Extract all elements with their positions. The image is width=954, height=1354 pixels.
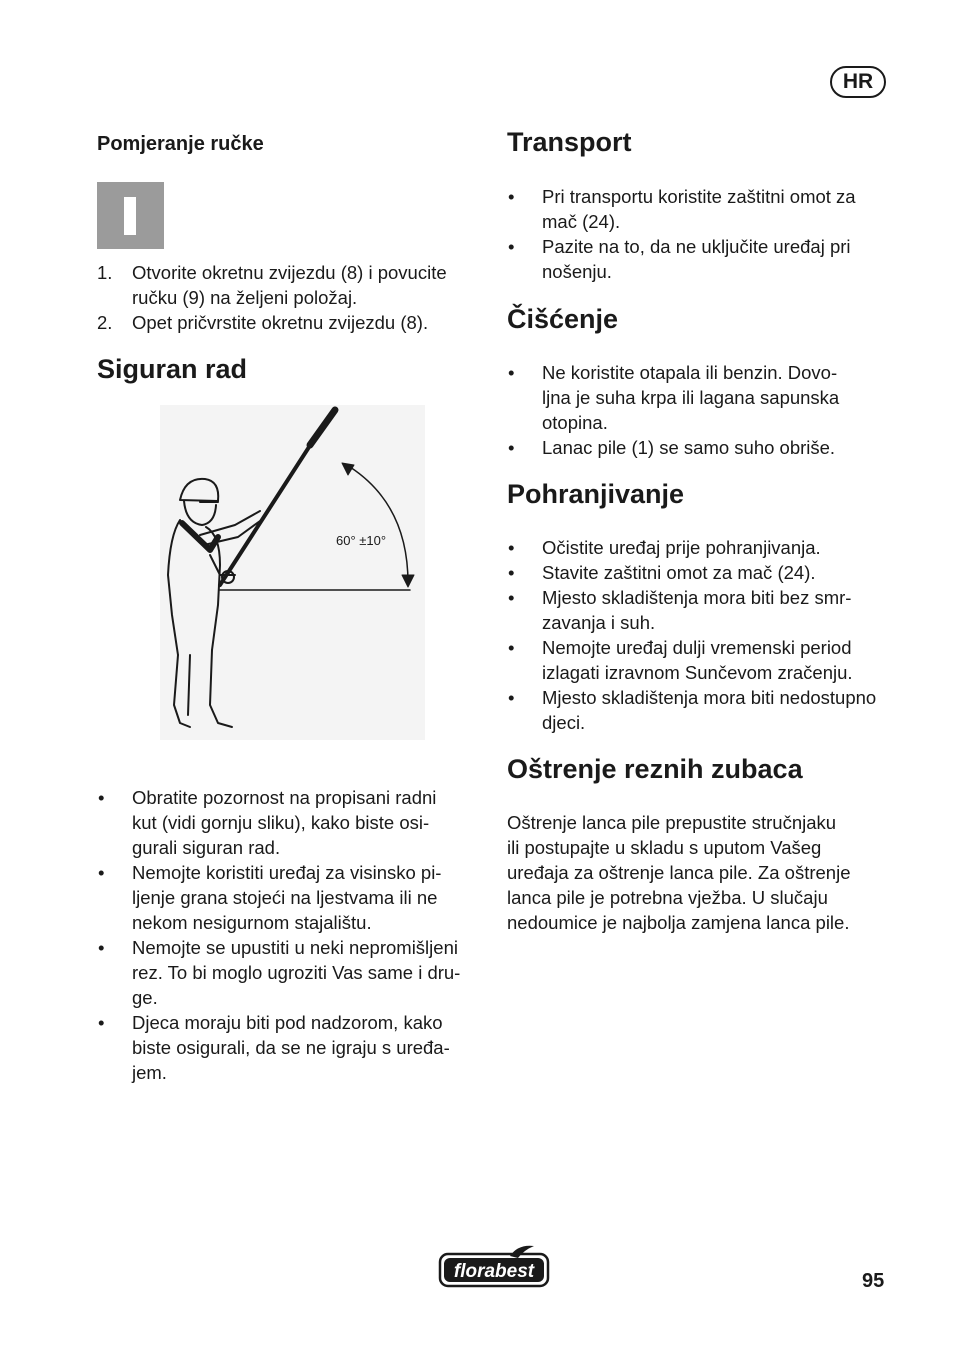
- text-line: ili postupajte u skladu s uputom Vašeg: [507, 837, 822, 858]
- section-title-transport: Transport: [507, 127, 632, 157]
- bullet-icon: •: [508, 537, 515, 558]
- list-item: [507, 234, 902, 284]
- list-item: [507, 585, 902, 635]
- text-line: Opet pričvrstite okretnu zvijezdu (8).: [132, 312, 429, 333]
- bullet-icon: •: [98, 937, 105, 958]
- step-marker-glyph: [124, 197, 136, 235]
- logo-text: florabest: [453, 1261, 535, 1282]
- section-title-sharpening: Oštrenje reznih zubaca: [507, 754, 803, 784]
- florabest-logo: [438, 1244, 550, 1288]
- storage-bullets: [507, 535, 902, 735]
- text-line: Pri transportu koristite zaštitni omot za: [542, 186, 856, 207]
- figure-background: [160, 405, 425, 740]
- text-line: ljna je suha krpa ili lagana sapunska: [542, 387, 840, 408]
- step-marker-box: [97, 182, 164, 249]
- text-line: Nemojte se upustiti u neki nepromišljeni: [132, 937, 458, 958]
- text-line: Pazite na to, da ne uključite uređaj pri: [542, 236, 851, 257]
- handle-steps-list: [97, 260, 492, 335]
- angle-label: 60° ±10°: [336, 533, 387, 548]
- section-title-storage: Pohranjivanje: [507, 479, 685, 509]
- text-line: Nemojte koristiti uređaj za visinsko pi-: [132, 862, 442, 883]
- list-item: [507, 435, 902, 460]
- text-line: nekom nesigurnom stajalištu.: [132, 912, 372, 933]
- text-line: jem.: [132, 1062, 167, 1083]
- text-line: otopina.: [542, 412, 608, 433]
- sharpening-paragraph: [507, 810, 902, 935]
- list-item: [97, 1010, 492, 1085]
- list-item: [507, 184, 902, 234]
- text-line: Mjesto skladištenja mora biti bez smr-: [542, 587, 852, 608]
- text-line: gurali siguran rad.: [132, 837, 281, 858]
- text-line: Otvorite okretnu zvijezdu (8) i povucite: [132, 262, 447, 283]
- text-line: rez. To bi moglo ugroziti Vas same i dru-: [132, 962, 461, 983]
- list-item: [97, 310, 492, 335]
- text-line: ljenje grana stojeći na ljestvama ili ne: [132, 887, 438, 908]
- section-title-handle-adjust: Pomjeranje ručke: [97, 133, 264, 155]
- text-line: biste osigurali, da se ne igraju s uređa-: [132, 1037, 450, 1058]
- text-line: izlagati izravnom Sunčevom zračenju.: [542, 662, 853, 683]
- section-title-cleaning: Čišćenje: [507, 304, 619, 334]
- text-line: Oštrenje lanca pile prepustite stručnjaku: [507, 812, 837, 833]
- step-number: 1.: [97, 262, 113, 283]
- text-line: ručku (9) na željeni položaj.: [132, 287, 358, 308]
- list-item: [507, 685, 902, 735]
- bullet-icon: •: [98, 862, 105, 883]
- safe-work-illustration: [160, 405, 425, 740]
- transport-bullets: [507, 184, 902, 284]
- text-line: lanca pile je potrebna vježba. U slučaju: [507, 887, 828, 908]
- text-line: Lanac pile (1) se samo suho obriše.: [542, 437, 836, 458]
- bullet-icon: •: [508, 186, 515, 207]
- bullet-icon: •: [508, 687, 515, 708]
- section-title-safe-work: Siguran rad: [97, 354, 248, 384]
- list-item: [507, 360, 902, 435]
- bullet-icon: •: [98, 1012, 105, 1033]
- text-line: kut (vidi gornju sliku), kako biste osi-: [132, 812, 430, 833]
- text-line: mač (24).: [542, 211, 621, 232]
- bullet-icon: •: [508, 562, 515, 583]
- bullet-icon: •: [508, 587, 515, 608]
- text-line: Očistite uređaj prije pohranjivanja.: [542, 537, 821, 558]
- page-number: 95: [862, 1270, 885, 1292]
- safe-work-bullets: [97, 785, 492, 1085]
- text-line: Ne koristite otapala ili benzin. Dovo-: [542, 362, 838, 383]
- language-badge: HR: [830, 66, 886, 98]
- bullet-icon: •: [508, 437, 515, 458]
- text-line: djeci.: [542, 712, 586, 733]
- list-item: [507, 535, 902, 560]
- text-line: zavanja i suh.: [542, 612, 656, 633]
- text-line: nedoumice je najbolja zamjena lanca pile.: [507, 912, 850, 933]
- text-line: Stavite zaštitni omot za mač (24).: [542, 562, 816, 583]
- text-line: nošenju.: [542, 261, 612, 282]
- text-line: Obratite pozornost na propisani radni: [132, 787, 437, 808]
- step-number: 2.: [97, 312, 113, 333]
- bullet-icon: •: [508, 236, 515, 257]
- text-line: Mjesto skladištenja mora biti nedostupno: [542, 687, 877, 708]
- text-line: Nemojte uređaj dulji vremenski period: [542, 637, 852, 658]
- text-line: Djeca moraju biti pod nadzorom, kako: [132, 1012, 443, 1033]
- list-item: [97, 260, 492, 310]
- list-item: [507, 635, 902, 685]
- list-item: [97, 935, 492, 1010]
- list-item: [507, 560, 902, 585]
- list-item: [97, 785, 492, 860]
- bullet-icon: •: [508, 637, 515, 658]
- bullet-icon: •: [98, 787, 105, 808]
- list-item: [97, 860, 492, 935]
- bullet-icon: •: [508, 362, 515, 383]
- cleaning-bullets: [507, 360, 902, 460]
- text-line: uređaja za oštrenje lanca pile. Za oštrenje: [507, 862, 851, 883]
- text-line: ge.: [132, 987, 158, 1008]
